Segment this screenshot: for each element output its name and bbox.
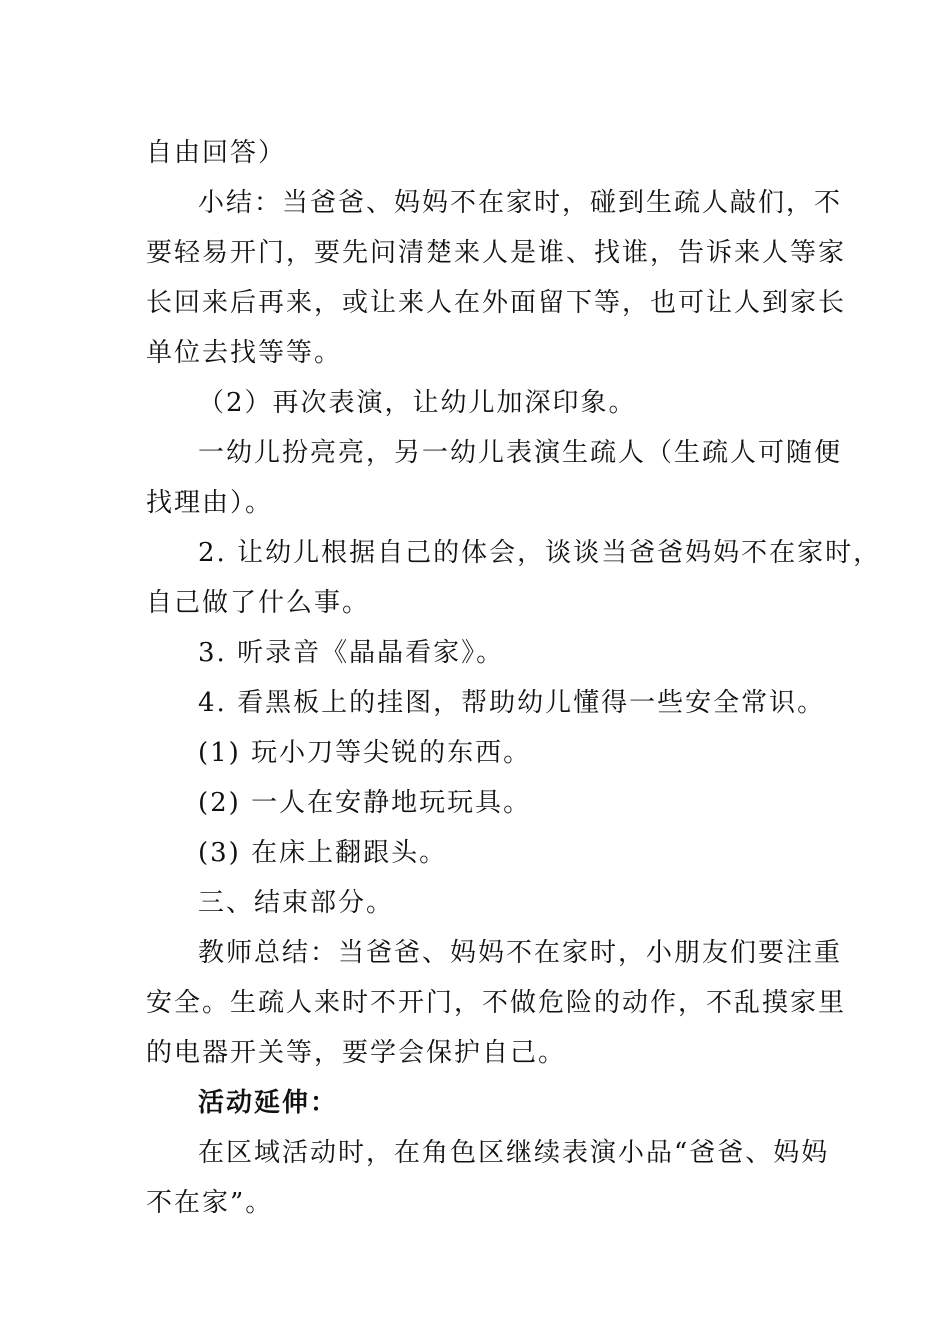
text-line: （2）再次表演，让幼儿加深印象。 — [198, 388, 637, 418]
text-line: 安全。生疏人来时不开门，不做危险的动作，不乱摸家里 — [146, 988, 847, 1018]
text-line: 4. 看黑板上的挂图，帮助幼儿懂得一些安全常识。 — [198, 688, 826, 718]
text-line: 小结：当爸爸、妈妈不在家时，碰到生疏人敲们，不 — [198, 188, 843, 218]
text-line: 单位去找等等。 — [146, 338, 343, 368]
list-item: (2) 一人在安静地玩玩具。 — [198, 788, 532, 818]
text-line: 3. 听录音《晶晶看家》。 — [198, 638, 505, 668]
text-line: 不在家”。 — [146, 1188, 274, 1218]
text-line: 自由回答） — [146, 138, 287, 168]
list-item: (3) 在床上翻跟头。 — [198, 838, 448, 868]
text-line: 找理由）。 — [146, 488, 274, 518]
text-line: 教师总结：当爸爸、妈妈不在家时，小朋友们要注重 — [198, 938, 843, 968]
list-item: (1) 玩小刀等尖锐的东西。 — [198, 738, 532, 768]
section-heading: 活动延伸： — [198, 1088, 339, 1118]
text-line: 在区域活动时，在角色区继续表演小品“爸爸、妈妈 — [198, 1138, 830, 1168]
text-line: 要轻易开门，要先问清楚来人是谁、找谁，告诉来人等家 — [146, 238, 847, 268]
text-line: 的电器开关等，要学会保护自己。 — [146, 1038, 567, 1068]
section-heading: 三、结束部分。 — [198, 888, 395, 918]
text-line: 2. 让幼儿根据自己的体会，谈谈当爸爸妈妈不在家时， — [198, 538, 882, 568]
text-line: 自己做了什么事。 — [146, 588, 371, 618]
text-line: 一幼儿扮亮亮，另一幼儿表演生疏人（生疏人可随便 — [198, 438, 843, 468]
text-line: 长回来后再来，或让来人在外面留下等，也可让人到家长 — [146, 288, 847, 318]
